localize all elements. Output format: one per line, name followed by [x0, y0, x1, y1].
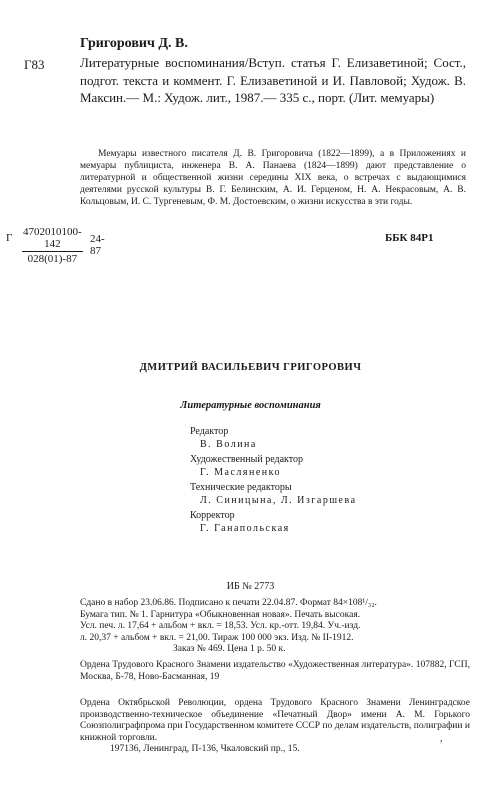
book-title: Литературные воспоминания [180, 400, 321, 411]
book-annotation: Мемуары известного писателя Д. В. Григоровича (1822—1899), а в Приложениях и мемуары публициста, инженера В. А. Панаева (1824—1899) дают представление о литературной и общественной жизни середины XIX века, о встречах с выдающимися деятелями русской культуры В. Г. Белинским, А. И. Герценом, Н. А. Некрасовым, А. В. Кольцовым, И. С. Тургеневым, Ф. М. Достоевским, о жизни искусства в эти годы. [80, 149, 466, 207]
print-mark: , [440, 733, 443, 744]
catalog-author: Григорович Д. В. [80, 36, 188, 51]
printer-info [80, 698, 470, 756]
credit-role: Технические редакторы [190, 482, 292, 493]
credit-role: Редактор [190, 426, 229, 437]
order-info: Заказ № 469. Цена 1 р. 50 к. [173, 644, 286, 654]
catalog-description: Литературные воспоминания/Вступ. статья Г. Елизаветиной; Сост., подгот. текста и коммент. Г. Елизаветиной и И. Павловой; Худож. В. Максин.— М.: Худож. лит., 1987.— 335 с., порт. (Лит. мемуары) [80, 55, 466, 105]
ib-number: ИБ № 2773 [226, 581, 275, 592]
index-denominator: 028(01)-87 [27, 253, 78, 265]
catalog-code: Г83 [24, 57, 45, 72]
credit-name: Г. Ганапольская [200, 523, 290, 534]
credit-role: Художественный редактор [190, 454, 303, 465]
print-line: Сдано в набор 23.06.86. Подписано к печати 22.04.87. Формат 84×108¹/₃₂. [80, 598, 377, 608]
publisher-info: Ордена Трудового Красного Знамени издательство «Художественная литература». 107882, ГСП, Москва, Б-78, Ново-Басманная, 19 [80, 660, 470, 682]
print-info [80, 598, 470, 644]
print-line: л. 20,37 + альбом + вкл. = 21,00. Тираж 100 000 экз. Изд. № II-1912. [80, 632, 354, 643]
index-suffix: 24-87 [90, 233, 105, 257]
index-fraction [22, 226, 83, 265]
credit-role: Корректор [190, 510, 235, 521]
index-letter: Г [6, 232, 13, 244]
author-full-name: ДМИТРИЙ ВАСИЛЬЕВИЧ ГРИГОРОВИЧ [139, 362, 362, 373]
printer-text: Ордена Октябрьской Революции, ордена Трудового Красного Знамени Ленинградское производственно-техническое объединение «Печатный Двор» имени А. М. Горького Союзполиграфпрома при Государственном комитете СССР по делам издательств, полиграфии и книжной торговли. [80, 698, 470, 743]
print-line: Бумага тип. № 1. Гарнитура «Обыкновенная новая». Печать высокая. [80, 609, 361, 620]
bbk-code: ББК 84Р1 [385, 232, 434, 244]
credits-list [190, 425, 357, 537]
printer-address: 197136, Ленинград, П-136, Чкаловский пр., 15. [110, 744, 300, 754]
credit-name: В. Волина [200, 439, 257, 450]
credit-name: Г. Масляненко [200, 467, 282, 478]
print-line: Усл. печ. л. 17,64 + альбом + вкл. = 18,53. Усл. кр.-отт. 19,84. Уч.-изд. [80, 621, 361, 631]
credit-name: Л. Синицына, Л. Изгаршева [200, 495, 357, 506]
index-numerator: 4702010100-142 [23, 226, 82, 250]
